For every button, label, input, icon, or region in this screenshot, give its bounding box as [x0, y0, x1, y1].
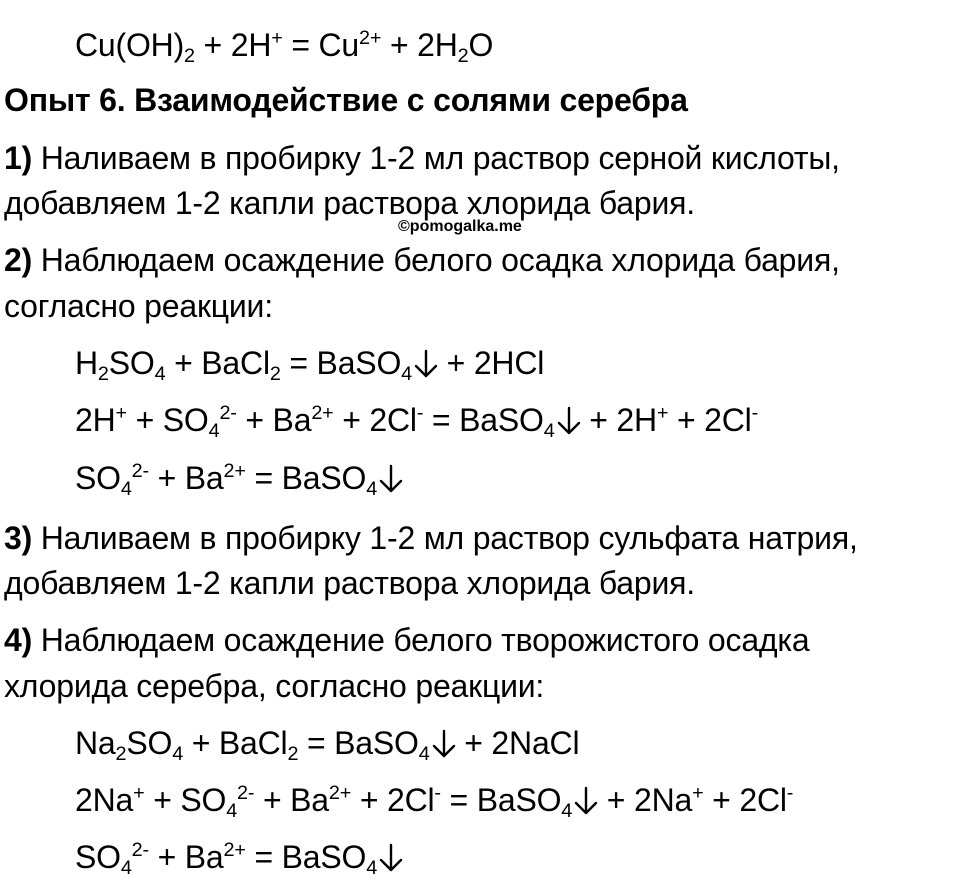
eq-part: 2H	[75, 402, 116, 438]
step-text: Наблюдаем осаждение белого творожистого осадка	[32, 622, 810, 658]
eq-part: + 2Cl	[351, 782, 435, 818]
down-arrow-icon	[574, 785, 598, 817]
eq-subscript: 4	[418, 743, 430, 766]
eq-part: = BaSO	[245, 839, 367, 875]
step-4-line-2: хлорида серебра, согласно реакции:	[4, 668, 545, 704]
step-text: Наблюдаем осаждение белого осадка хлорида бария,	[32, 242, 840, 278]
eq-superscript: +	[115, 401, 127, 424]
eq-subscript: 4	[154, 363, 166, 386]
watermark: ©pomogalka.me	[398, 218, 522, 235]
eq-superscript: -	[786, 781, 794, 804]
step-text: Наливаем в пробирку 1-2 мл раствор серной кислоты,	[32, 140, 840, 176]
equation-molecular-1	[75, 343, 545, 386]
eq-part: O	[468, 27, 494, 63]
eq-part: Cu(OH)	[75, 27, 185, 63]
eq-part: = BaSO	[245, 460, 367, 496]
eq-superscript: 2-	[237, 781, 255, 804]
eq-part: 2Na	[75, 782, 134, 818]
eq-part: + 2Cl	[668, 402, 752, 438]
eq-subscript: 4	[120, 857, 132, 879]
eq-subscript: 4	[366, 478, 378, 501]
eq-superscript: +	[656, 401, 669, 424]
eq-subscript: 4	[401, 363, 412, 386]
eq-superscript: 2+	[223, 459, 246, 482]
eq-part: + BaCl	[183, 725, 288, 761]
eq-subscript: 2	[184, 45, 195, 68]
eq-part: + 2NaCl	[455, 725, 580, 761]
eq-subscript: 4	[366, 857, 378, 879]
eq-part: + Ba	[254, 782, 329, 818]
equation-short-ionic-2	[75, 837, 403, 877]
eq-part: SO	[75, 460, 121, 496]
eq-superscript: 2-	[131, 838, 149, 861]
eq-part: SO	[126, 725, 173, 761]
eq-part: + Ba	[236, 402, 312, 438]
eq-subscript: 2	[97, 363, 109, 386]
equation-molecular-2	[75, 723, 580, 766]
eq-subscript: 4	[226, 800, 238, 823]
eq-part: + 2H	[580, 402, 657, 438]
eq-subscript: 4	[561, 800, 573, 823]
eq-superscript: 2+	[328, 781, 352, 804]
eq-subscript: 4	[208, 420, 220, 443]
eq-superscript: +	[692, 781, 704, 804]
eq-part: SO	[75, 839, 121, 875]
eq-part: + BaCl	[165, 345, 270, 381]
down-arrow-icon	[379, 463, 403, 495]
eq-part: Na	[75, 725, 116, 761]
step-2-line-1	[4, 240, 840, 280]
equation-cu-oh	[75, 25, 494, 68]
section-heading: Опыт 6. Взаимодействие с солями серебра	[4, 82, 688, 118]
eq-part: = BaSO	[280, 345, 402, 381]
step-number: 4)	[4, 622, 33, 658]
eq-part: + Ba	[148, 839, 224, 875]
step-4-line-1	[4, 620, 810, 660]
eq-superscript: 2-	[219, 401, 237, 424]
eq-part: + 2Cl	[703, 782, 787, 818]
eq-subscript: 2	[115, 743, 127, 766]
eq-superscript: -	[751, 401, 758, 424]
equation-full-ionic-2	[75, 780, 794, 823]
eq-superscript: 2+	[311, 401, 334, 424]
eq-subscript: 2	[269, 363, 281, 386]
eq-part: = BaSO	[423, 402, 544, 438]
eq-part: SO	[108, 345, 155, 381]
down-arrow-icon	[432, 728, 456, 760]
step-1-line-2: добавляем 1-2 капли раствора хлорида бария.	[4, 185, 695, 221]
eq-part: H	[75, 345, 98, 381]
eq-part: + 2H	[194, 27, 272, 63]
eq-subscript: 4	[543, 420, 555, 443]
equation-short-ionic-1	[75, 458, 403, 501]
eq-subscript: 4	[172, 743, 184, 766]
step-number: 1)	[4, 140, 33, 176]
eq-part: + 2H	[381, 27, 458, 63]
step-2-line-2: согласно реакции:	[4, 288, 273, 324]
eq-subscript: 2	[457, 45, 469, 68]
step-number: 3)	[4, 520, 33, 556]
eq-part: + Ba	[148, 460, 224, 496]
step-number: 2)	[4, 242, 33, 278]
eq-superscript: 2+	[359, 26, 382, 49]
eq-superscript: 2+	[223, 838, 246, 861]
eq-part: + 2HCl	[437, 345, 545, 381]
eq-superscript: 2-	[131, 459, 149, 482]
eq-part: = BaSO	[298, 725, 419, 761]
step-1-line-1	[4, 138, 840, 178]
step-3-line-2: добавляем 1-2 капли раствора хлорида бария.	[4, 565, 695, 601]
step-text: Наливаем в пробирку 1-2 мл раствор сульфата натрия,	[32, 520, 858, 556]
eq-part: + SO	[126, 402, 209, 438]
eq-superscript: +	[271, 26, 283, 49]
eq-part: = BaSO	[440, 782, 562, 818]
equation-full-ionic-1	[75, 400, 758, 443]
eq-superscript: +	[133, 781, 145, 804]
eq-subscript: 4	[120, 478, 132, 501]
eq-superscript: -	[434, 781, 441, 804]
down-arrow-icon	[379, 842, 403, 874]
down-arrow-icon	[414, 348, 438, 380]
step-3-line-1	[4, 518, 858, 558]
eq-part: + 2Na	[598, 782, 693, 818]
eq-part: + 2Cl	[333, 402, 417, 438]
eq-subscript: 2	[287, 743, 299, 766]
down-arrow-icon	[557, 405, 581, 437]
eq-part: = Cu	[282, 27, 360, 63]
eq-superscript: -	[416, 401, 424, 424]
eq-part: + SO	[144, 782, 227, 818]
